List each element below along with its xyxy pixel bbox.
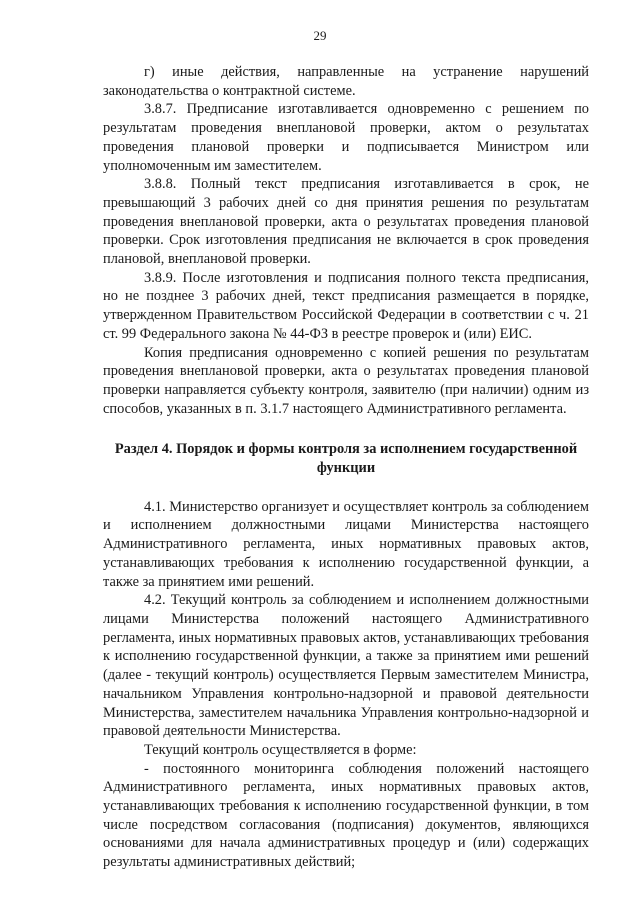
paragraph-monitoring-item: - постоянного мониторинга соблюдения положений настоящего Административного регламента, иных нормативных правовых актов, устанавливающих требования к исполнению государственной функции, в том числе посредством согласования (подписания) документов, являющихся основаниями для начала административных процедур и (или) содержащих результаты административных действий;	[103, 760, 589, 871]
section-heading: Раздел 4. Порядок и формы контроля за исполнением государственной функции	[114, 441, 578, 477]
paragraph-4-1: 4.1. Министерство организует и осуществляет контроль за соблюдением и исполнением должностными лицами Министерства настоящего Административного регламента, иных нормативных правовых актов, устанавливающих требования к исполнению государственной функции, а также за принятием ими решений.	[103, 498, 589, 590]
paragraph-3-8-8: 3.8.8. Полный текст предписания изготавливается в срок, не превышающий 3 рабочих дней со дня принятия решения по результатам проведения внеплановой проверки, акта о результатах проведения плановой проверки. Срок изготовления предписания не включается в срок проведения плановой, внеплановой проверки.	[103, 176, 589, 268]
paragraph-current-control-form: Текущий контроль осуществляется в форме:	[144, 741, 417, 758]
document-body	[103, 63, 589, 872]
paragraph-4-2: 4.2. Текущий контроль за соблюдением и исполнением должностными лицами Министерства положений настоящего Административного регламента, иных нормативных правовых актов, устанавливающих требования к исполнению государственной функции, а также за принятием ими решений (далее - текущий контроль) осуществляется Первым заместителем Министра, начальником Управления контрольно-надзорной и правовой деятельности Министерства, заместителем начальника Управления контрольно-надзорной и правовой деятельности Министерства.	[103, 592, 589, 740]
paragraph-3-8-9: 3.8.9. После изготовления и подписания полного текста предписания, но не позднее 3 рабочих дней, текст предписания размещается в порядке, утвержденном Правительством Российской Федерации в соответствии с ч. 21 ст. 99 Федерального закона № 44-ФЗ в реестре проверок и (или) ЕИС.	[103, 269, 589, 342]
paragraph-copy-of-order: Копия предписания одновременно с копией решения по результатам проведения внеплановой проверки, акта о результатах проведения плановой проверки направляется субъекту контроля, заявителю (при наличии) одним из способов, указанных в п. 3.1.7 настоящего Административного регламента.	[103, 344, 589, 417]
paragraph-3-8-6-g: г) иные действия, направленные на устранение нарушений законодательства о контрактной системе.	[103, 64, 589, 99]
paragraph-3-8-7: 3.8.7. Предписание изготавливается одновременно с решением по результатам проведения внеплановой проверки, актом о результатах проведения плановой проверки и подписывается Министром или уполномоченным им заместителем.	[103, 101, 589, 174]
page-number: 29	[313, 28, 327, 43]
